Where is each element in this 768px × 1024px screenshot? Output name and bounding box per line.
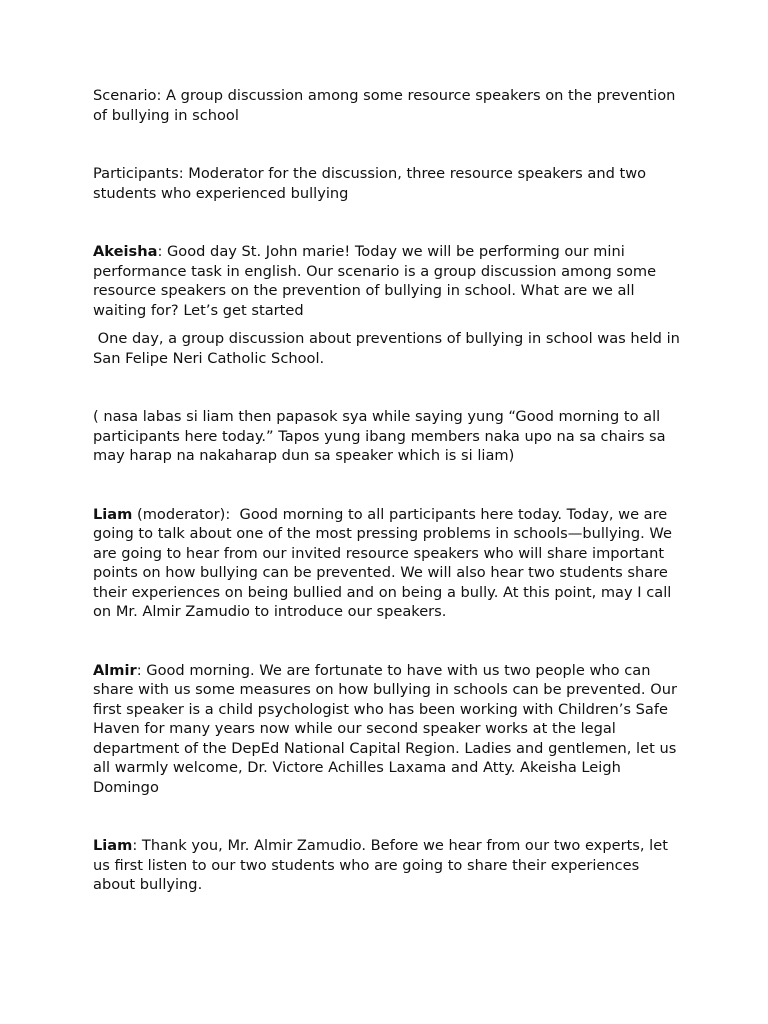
document-page (93, 86, 683, 895)
almir-intro-paragraph (93, 661, 683, 798)
speaker-name-liam-2: Liam (93, 837, 133, 854)
almir-intro-text: : Good morning. We are fortunate to have with us two people who can share with us some measures on how bullying in schools can be prevented. Our first speaker is a child psychologist who has been working with Children’s Safe Haven for many years now while our second speaker works at the legal department of the DepEd National Capital Region. Ladies and gentlemen, let us all warmly welcome, Dr. Victore Achilles Laxama and Atty. Akeisha Leigh Domingo (93, 661, 677, 796)
liam-thanks-paragraph (93, 836, 683, 895)
scenario-paragraph: Scenario: A group discussion among some resource speakers on the prevention of bullying in school (93, 87, 676, 124)
liam-opening-text: (moderator): Good morning to all participants here today. Today, we are going to talk about one of the most pressing problems in schools—bullying. We are going to hear from our invited resource speakers who will share important points on how bullying can be prevented. We will also hear two students share their experiences on being bullied and on being a bully. At this point, may I call on Mr. Almir Zamudio to introduce our speakers. (93, 505, 677, 620)
akeisha-intro-paragraph (93, 242, 683, 320)
speaker-name-akeisha: Akeisha (93, 243, 158, 260)
liam-thanks-text: : Thank you, Mr. Almir Zamudio. Before we hear from our two experts, let us first listen to our two students who are going to share their experiences about bullying. (93, 837, 668, 893)
stage-direction-paragraph: ( nasa labas si liam then papasok sya while saying yung “Good morning to all participants here today.” Tapos yung ibang members naka upo na sa chairs sa may harap na nakaharap dun sa speaker which is si liam) (93, 408, 666, 464)
participants-paragraph: Participants: Moderator for the discussion, three resource speakers and two students who experienced bullying (93, 165, 647, 202)
liam-opening-paragraph (93, 505, 683, 622)
speaker-name-liam: Liam (93, 505, 133, 523)
narration-paragraph: One day, a group discussion about preventions of bullying in school was held in San Felipe Neri Catholic School. (93, 330, 685, 367)
speaker-name-almir: Almir (93, 661, 137, 679)
akeisha-intro-text: : Good day St. John marie! Today we will be performing our mini performance task in english. Our scenario is a group discussion among some resource speakers on the prevention of bullying in school. What are we all waiting for? Let’s get started (93, 243, 657, 319)
